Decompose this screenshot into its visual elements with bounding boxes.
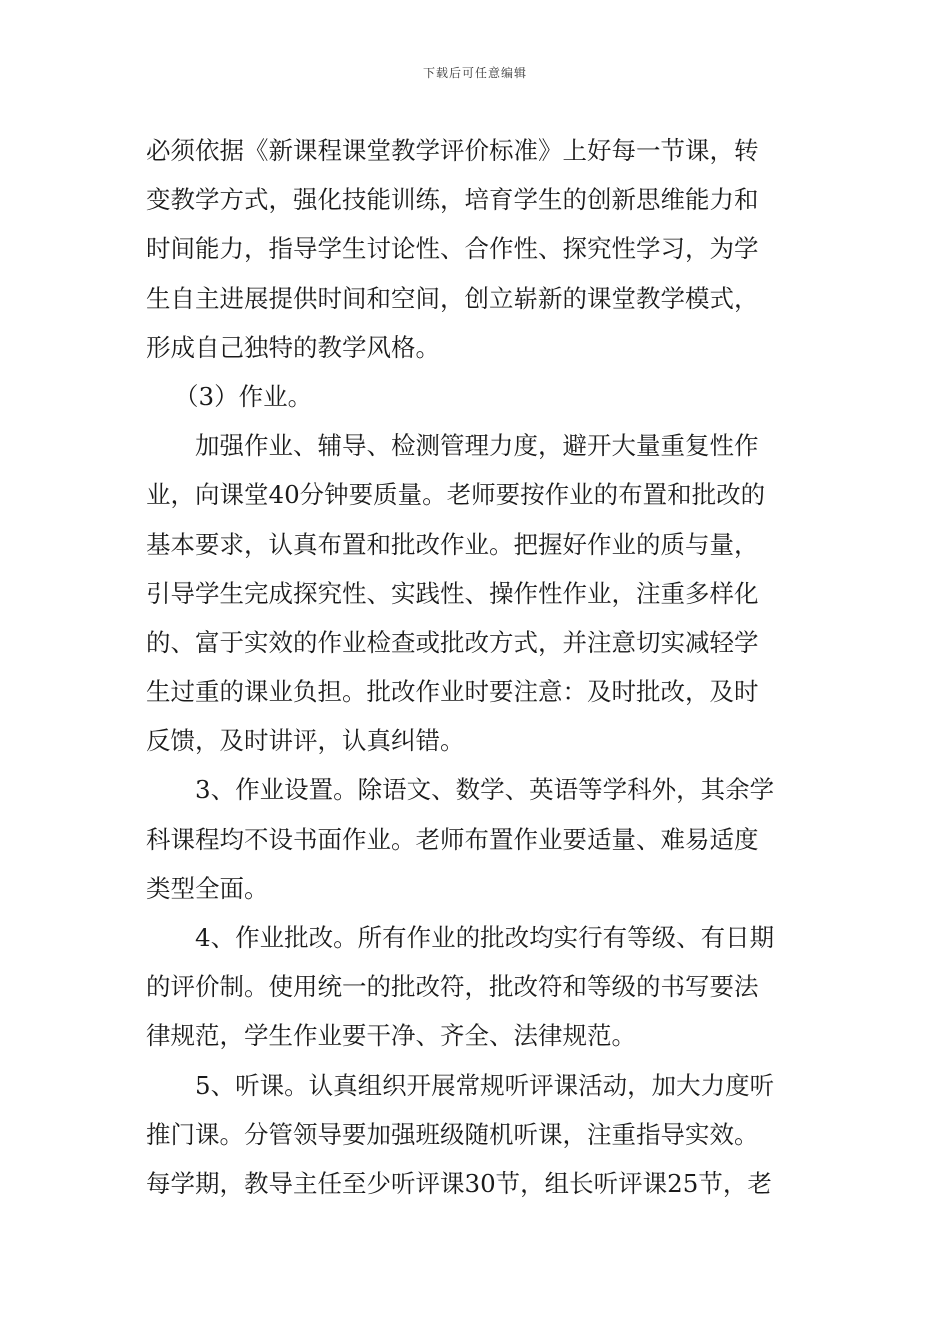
text-line: 的、富于实效的作业检查或批改方式，并注意切实减轻学 xyxy=(146,627,759,657)
text-line: 生自主进展提供时间和空间，创立崭新的课堂教学模式， xyxy=(146,283,759,313)
text-line: 5、听课。认真组织开展常规听评课活动，加大力度听 xyxy=(195,1070,775,1100)
text-line: 必须依据《新课程课堂教学评价标准》上好每一节课，转 xyxy=(146,136,759,165)
text-line: 变教学方式，强化技能训练，培育学生的创新思维能力和 xyxy=(146,185,759,215)
text-line: 业，向课堂40分钟要质量。老师要按作业的布置和批改的 xyxy=(146,480,766,510)
text-line: 反馈，及时讲评，认真纠错。 xyxy=(146,726,465,756)
text-line: 生过重的课业负担。批改作业时要注意：及时批改，及时 xyxy=(146,677,759,707)
text-line: 类型全面。 xyxy=(146,873,269,903)
text-line: 科课程均不设书面作业。老师布置作业要适量、难易适度 xyxy=(146,824,759,854)
text-line: 的评价制。使用统一的批改符，批改符和等级的书写要法 xyxy=(146,972,759,1002)
text-line: 形成自己独特的教学风格。 xyxy=(146,332,440,362)
text-line: 每学期，教导主任至少听评课30节，组长听评课25节，老 xyxy=(146,1168,772,1198)
page-header: 下载后可任意编辑 xyxy=(422,66,527,80)
text-line: 推门课。分管领导要加强班级随机听课，注重指导实效。 xyxy=(146,1119,759,1149)
text-line: 3、作业设置。除语文、数学、英语等学科外，其余学 xyxy=(195,775,775,805)
text-line: 加强作业、辅导、检测管理力度，避开大量重复性作 xyxy=(195,431,759,461)
text-line: 时间能力，指导学生讨论性、合作性、探究性学习，为学 xyxy=(146,234,759,264)
section-heading: （3）作业。 xyxy=(174,381,313,411)
text-line: 律规范，学生作业要干净、齐全、法律规范。 xyxy=(146,1021,636,1051)
text-line: 基本要求，认真布置和批改作业。把握好作业的质与量， xyxy=(146,529,759,559)
document-body xyxy=(146,126,810,1208)
text-line: 4、作业批改。所有作业的批改均实行有等级、有日期 xyxy=(195,923,775,952)
text-line: 引导学生完成探究性、实践性、操作性作业，注重多样化 xyxy=(146,578,759,608)
